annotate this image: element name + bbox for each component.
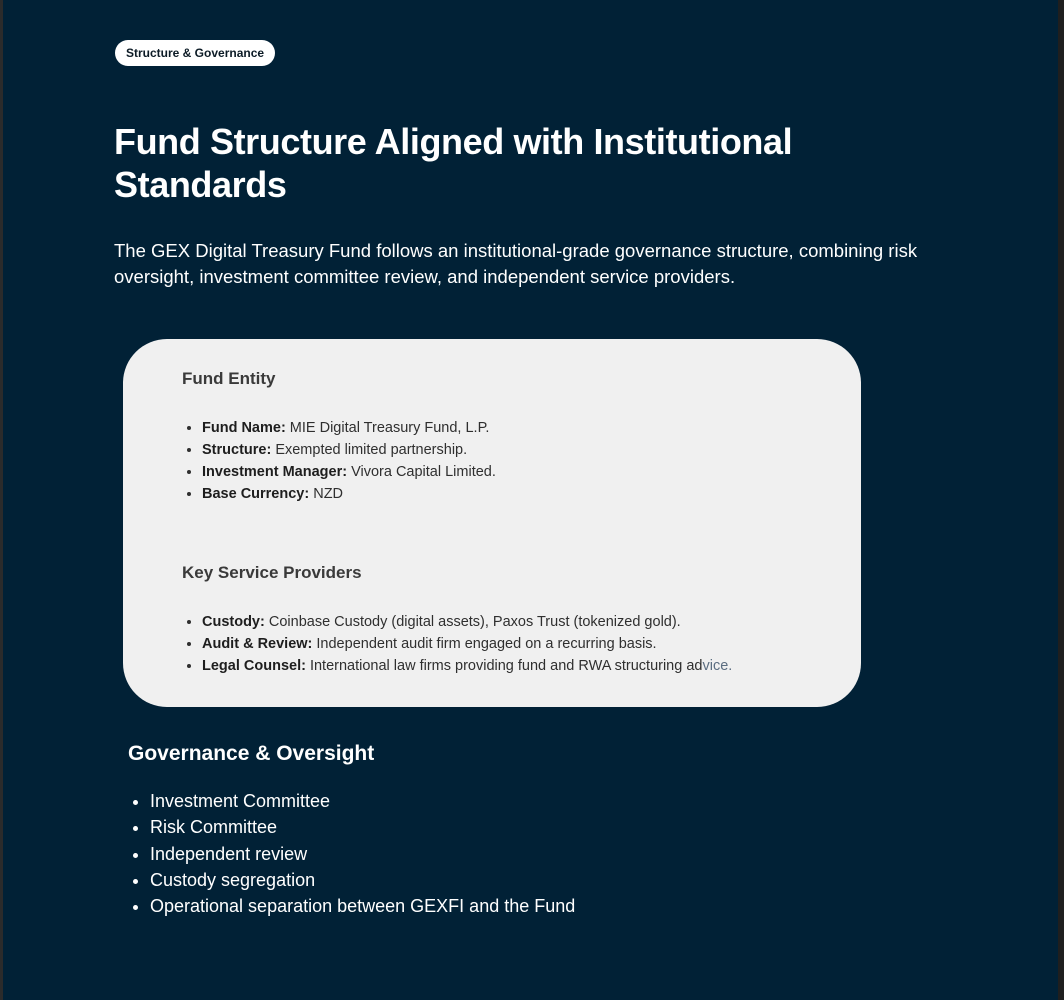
document-page [3,0,1058,1000]
fund-entity-heading: Fund Entity [182,369,276,388]
service-provider-label: Custody: [202,614,265,630]
service-provider-value-faded: vice. [702,658,733,674]
fund-entity-label: Fund Name: [202,420,286,436]
window-edge [1058,0,1064,1000]
service-provider-item-legal [202,655,732,677]
governance-item: • Operational separation between GEXFI and the Fund [150,893,575,919]
service-providers-list [182,611,732,677]
fund-entity-value: Vivora Capital Limited. [347,464,496,480]
fund-entity-item-name [202,417,496,439]
fund-entity-item-structure [202,439,496,461]
fund-details-card [123,339,861,707]
fund-entity-item-manager [202,461,496,483]
page-title: Fund Structure Aligned with Institutional Standards [114,121,793,205]
governance-item: • Custody segregation [150,867,575,893]
fund-entity-value: MIE Digital Treasury Fund, L.P. [285,420,490,436]
governance-item: • Independent review [150,841,575,867]
service-provider-label: Audit & Review: [202,636,313,652]
fund-entity-list [182,417,496,505]
service-provider-value: Independent audit firm engaged on a recurring basis. [312,636,657,652]
section-badge: Structure & Governance [115,40,275,66]
fund-entity-label: Structure: [202,442,272,458]
service-provider-item-custody [202,611,732,633]
service-providers-heading: Key Service Providers [182,563,362,582]
fund-entity-item-currency [202,483,496,505]
fund-entity-label: Base Currency: [202,486,310,502]
fund-entity-label: Investment Manager: [202,464,348,480]
governance-heading: Governance & Oversight [128,742,375,765]
intro-paragraph: The GEX Digital Treasury Fund follows an institutional-grade governance structure, combining risk oversight, investment committee review, and independent service providers. [114,240,918,287]
service-provider-value: International law firms providing fund and RWA structuring ad [305,658,703,674]
fund-entity-value: NZD [309,486,344,502]
governance-item: • Investment Committee [150,788,575,814]
service-provider-item-audit [202,633,732,655]
governance-item: • Risk Committee [150,814,575,840]
service-provider-value: Coinbase Custody (digital assets), Paxos Trust (tokenized gold). [264,614,681,630]
service-provider-label: Legal Counsel: [202,658,306,674]
fund-entity-value: Exempted limited partnership. [271,442,468,458]
governance-list [128,788,575,919]
